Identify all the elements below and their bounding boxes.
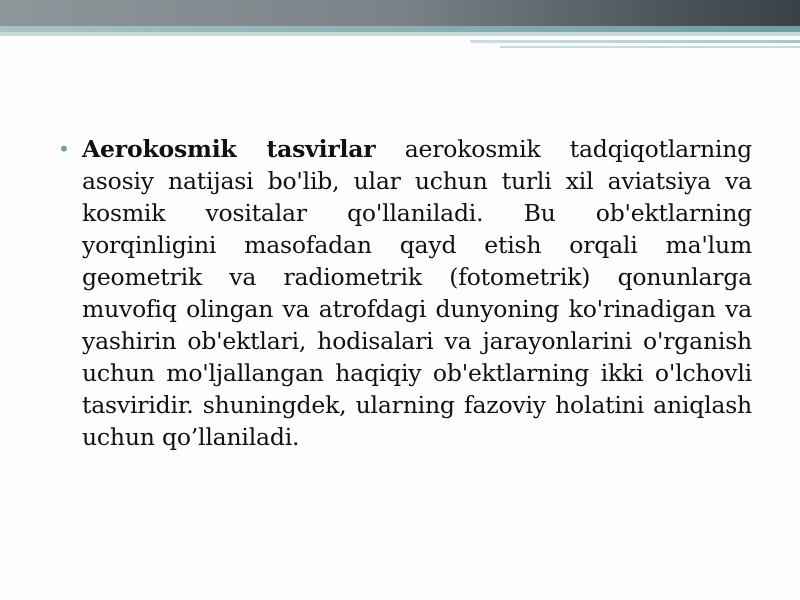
bullet-dot-icon: • xyxy=(58,137,70,161)
bullet-term: Aerokosmik tasvirlar xyxy=(82,135,376,163)
header-accent-stripe-light xyxy=(0,32,800,36)
header-decoration-bar xyxy=(0,0,800,26)
header-accent-line-thin xyxy=(500,46,800,48)
bullet-text: aerokosmik tadqiqotlarning asosiy natijasi bo'lib, ular uchun turli xil aviatsiya va kosmik vositalar qo'llaniladi. Bu ob'ektlarning yorqinligini masofadan qayd etish orqali ma'lum geometrik va radiometrik (fotometrik) qonunlarga muvofiq olingan va atrofdagi dunyoning ko'rinadigan va yashirin ob'ektlari, hodisalari va jarayonlarini o'rganish uchun mo'ljallangan haqiqiy ob'ektlarning ikki o'lchovli tasviridir. shuningdek, ularning fazoviy holatini aniqlash uchun qo’llaniladi. xyxy=(82,135,753,451)
header-accent-line xyxy=(470,40,800,43)
bullet-item xyxy=(58,133,752,453)
slide-content xyxy=(58,133,752,453)
